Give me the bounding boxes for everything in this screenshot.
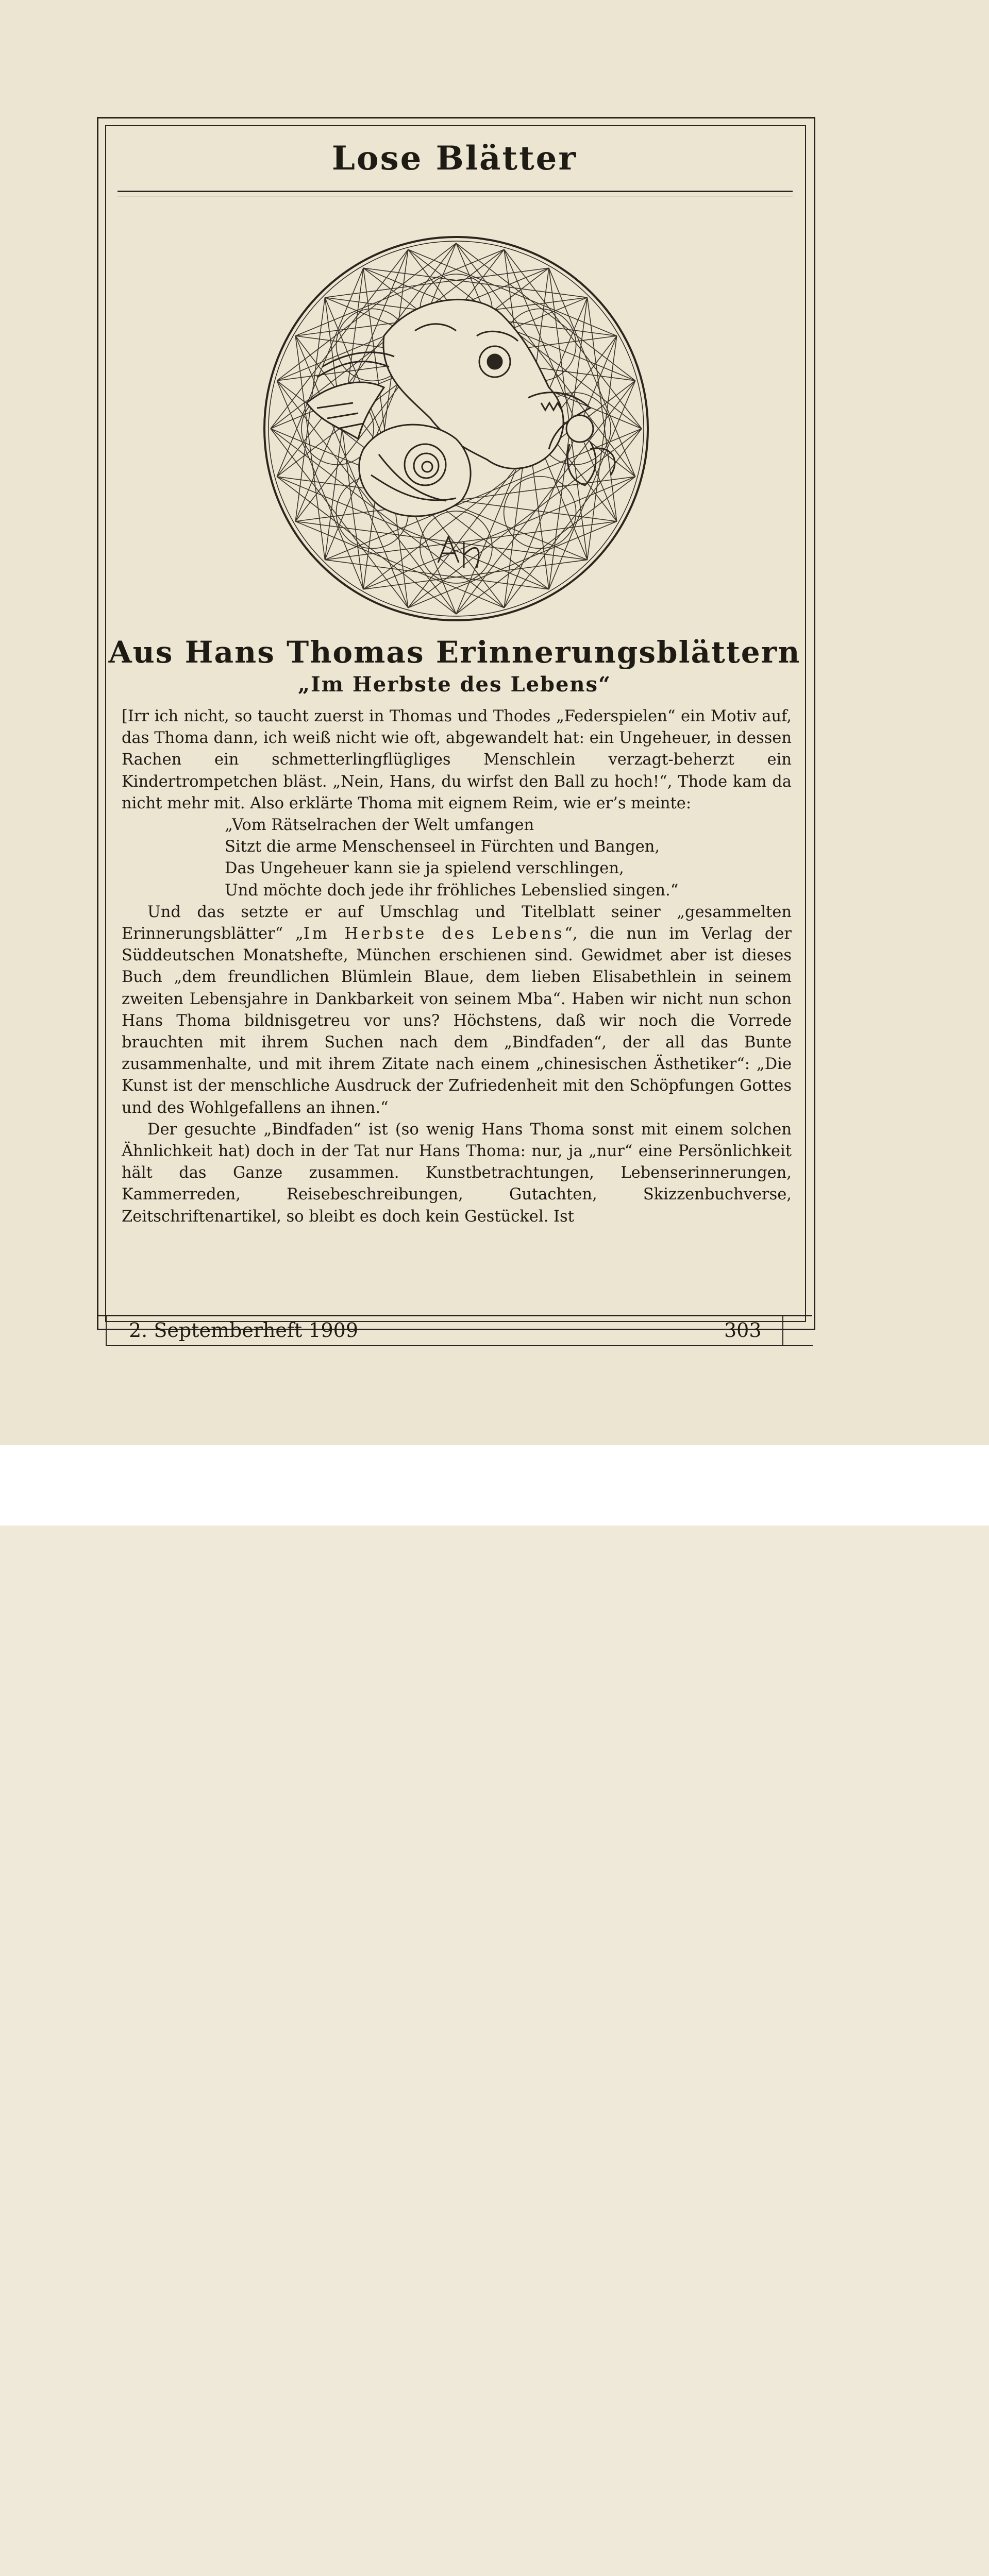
page-number: 303 [724, 1319, 762, 1342]
paragraph-2 [122, 902, 792, 1119]
article-body [122, 706, 792, 1228]
web-line [363, 560, 588, 589]
web-line [363, 249, 408, 589]
article-subheading: „Im Herbste des Lebens“ [297, 672, 612, 697]
page-title: Lose Blätter [331, 139, 578, 178]
paragraph-2-start: Und das setzte er auf Umschlag und Titelblatt seiner „gesammelten Erinnerungsblätter“ „ [122, 903, 792, 943]
web-line [325, 268, 549, 297]
footer-divider [782, 1316, 783, 1345]
monster-vignette-illustration [260, 233, 652, 624]
paragraph-2-rest: “, die nun im Verlag der Süddeutschen Monatshefte, München erschienen sind. Gewidmet aber ist dieses Buch „dem freundlichen Blümlein Blaue, dem lieben Elisabethlein in seinem zweiten Lebensjahre in Dankbarkeit von seinem Mba“. Haben wir nicht nun schon Hans Thoma bildnisgetreu vor uns? Höchstens, daß wir noch die Vorrede brauchten mit ihrem Suchen nach dem „Bindfaden“, der all das Bunte zusammenhalte, und mit ihrem Zitate nach einem „chinesischen Ästhetiker“: „Die Kunst ist der menschliche Ausdruck der Zufriedenheit mit den Schöpfungen Gottes und des Wohlgefallens an ihnen.“ [122, 925, 792, 1117]
title-rule [118, 191, 793, 196]
issue-label: 2. Septemberheft 1909 [129, 1319, 359, 1342]
article-heading: Aus Hans Thomas Erinnerungsblättern [108, 635, 801, 670]
web-ring [504, 477, 576, 549]
web-line [588, 297, 617, 521]
paragraph-3: Der gesuchte „Bindfaden“ ist (so wenig Hans Thoma sonst mit einem solchen Ähnlichkeit hat) doch in der Tat nur Hans Thoma: nur, ja „nur“ eine Persönlichkeit hält das Ganze zusammen. Kunstbetrachtungen, Lebenserinnerungen, Kammerreden, Reisebeschreibungen, Gutachten, Skizzenbuchverse, Zeitschriftenartikel, so bleibt es doch kein Gestückel. Ist [122, 1120, 792, 1226]
paragraph-1: [Irr ich nicht, so taucht zuerst in Thomas und Thodes „Federspielen“ ein Motiv auf, das Thoma dann, ich weiß nicht wie oft, abgewandelt hat: ein Ungeheuer, in dessen Rachen ein schmetterlingflügliges Menschlein verzagt-beherzt ein Kindertrompetchen bläst. „Nein, Hans, du wirfst den Ball zu hoch!“, Thode kam da nicht mehr mit. Also erklärte Thoma mit eignem Reim, wie er’s meinte: [122, 707, 792, 812]
web-line [295, 336, 325, 560]
verse-line-2: Sitzt die arme Menschenseel in Fürchten und Bangen, [225, 838, 660, 856]
book-title-spaced: Im Herbste des Lebens [303, 925, 565, 943]
verse-line-4: Und möchte doch jede ihr fröhliches Lebenslied singen.“ [225, 881, 679, 900]
verse-line-1: „Vom Rätselrachen der Welt umfangen [225, 816, 534, 835]
scan-info-bar [0, 1445, 989, 1526]
web-line [325, 560, 549, 589]
verse-line-3: Das Ungeheuer kann sie ja spielend verschlingen, [225, 859, 624, 878]
web-ring [420, 511, 492, 583]
web-line [363, 268, 588, 297]
verse-block [225, 815, 792, 902]
